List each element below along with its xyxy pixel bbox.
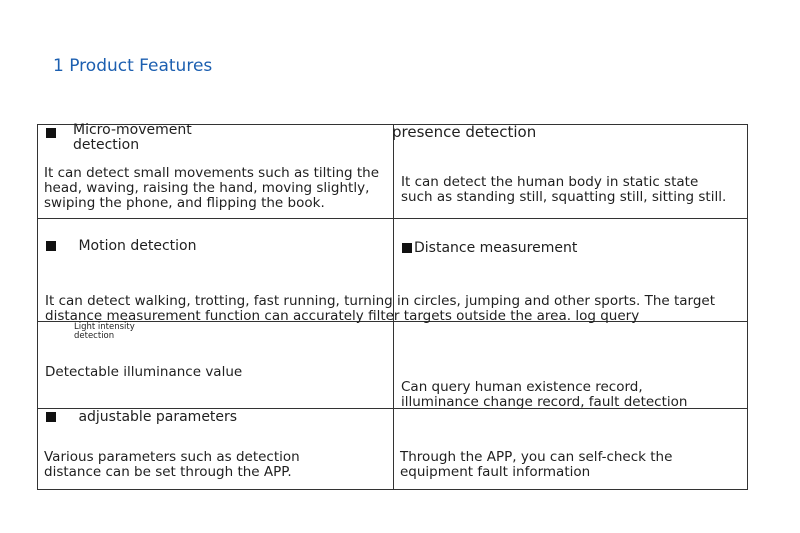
bullet-square-icon <box>46 241 56 251</box>
presence-desc-line2: such as standing still, squatting still, sitting still. <box>401 189 727 205</box>
light-intensity-label-line1: Light intensity <box>74 322 135 332</box>
log-query-desc-line2: illuminance change record, fault detection <box>401 394 688 410</box>
distance-measurement-label: Distance measurement <box>414 240 578 256</box>
row-divider <box>37 218 748 219</box>
presence-desc-line1: It can detect the human body in static state <box>401 174 699 190</box>
micro-movement-heading <box>46 126 60 141</box>
params-desc-line1: Various parameters such as detection <box>44 449 300 465</box>
motion-detection-label: Motion detection <box>78 238 197 254</box>
micro-movement-label-line2: detection <box>73 137 140 153</box>
fault-desc-line1: Through the APP, you can self-check the <box>400 449 673 465</box>
bullet-square-icon <box>46 128 56 138</box>
params-desc-line2: distance can be set through the APP. <box>44 464 292 480</box>
micro-movement-desc-line2: head, waving, raising the hand, moving slightly, <box>44 180 370 196</box>
adjustable-parameters-label: adjustable parameters <box>78 409 238 425</box>
bullet-square-icon <box>402 243 412 253</box>
adjustable-parameters-heading <box>46 410 237 425</box>
motion-detection-heading <box>46 239 196 254</box>
light-intensity-label-line2: detection <box>74 331 115 341</box>
light-intensity-desc: Detectable illuminance value <box>45 364 243 380</box>
presence-detection-label: presence detection <box>392 123 537 141</box>
bullet-square-icon <box>46 412 56 422</box>
motion-desc-line1: It can detect walking, trotting, fast running, turning in circles, jumping and other sports. The target <box>45 293 716 309</box>
distance-measurement-heading <box>402 241 577 256</box>
fault-desc-line2: equipment fault information <box>400 464 591 480</box>
micro-movement-desc-line3: swiping the phone, and flipping the book. <box>44 195 325 211</box>
section-title: 1 Product Features <box>53 56 213 76</box>
micro-movement-label-line1: Micro-movement <box>73 122 192 138</box>
motion-desc-line2: distance measurement function can accurately filter targets outside the area. log query <box>45 308 640 324</box>
micro-movement-desc-line1: It can detect small movements such as tilting the <box>44 165 380 181</box>
log-query-desc-line1: Can query human existence record, <box>401 379 643 395</box>
